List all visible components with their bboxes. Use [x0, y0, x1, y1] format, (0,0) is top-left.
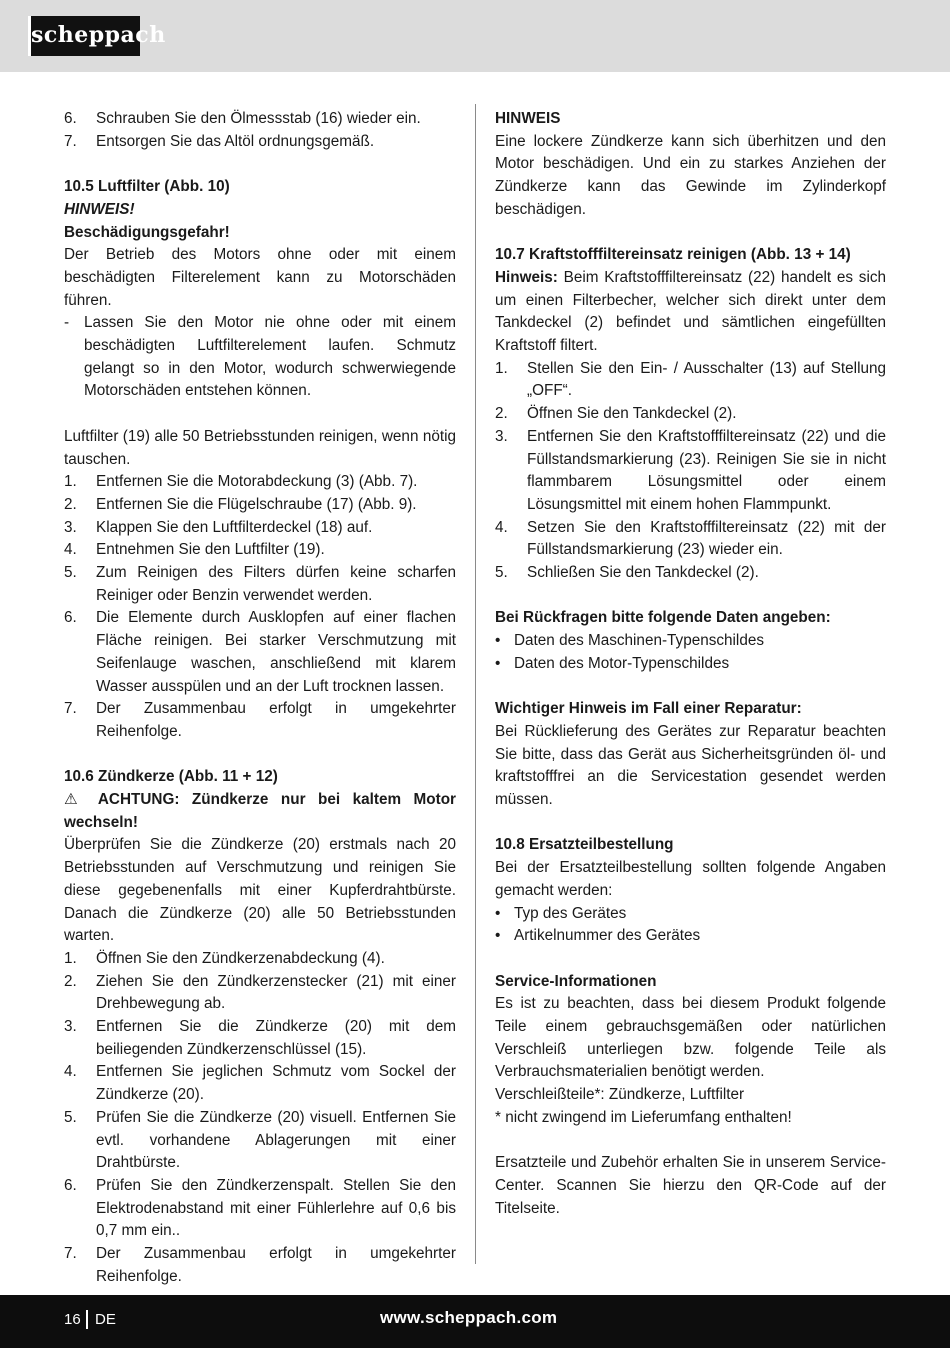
- column-divider: [475, 104, 476, 1264]
- section-heading-ersatzteilbestellung: 10.8 Ersatzteilbestellung: [495, 836, 674, 854]
- notice-heading: HINWEIS: [495, 110, 561, 127]
- list-number: 5.: [64, 1108, 77, 1126]
- list-number: 7.: [64, 132, 77, 150]
- list-text: Entfernen Sie jeglichen Schmutz vom Sockel der Zündkerze (20).: [96, 1063, 456, 1104]
- list-number: 4.: [64, 541, 77, 559]
- list-item: [64, 948, 456, 971]
- list-item: [64, 471, 456, 494]
- wear-parts: Verschleißteile*: Zündkerze, Luftfilter: [495, 1086, 745, 1104]
- list-item: [64, 1243, 456, 1288]
- section-heading-kraftstofffilter: 10.7 Kraftstofffiltereinsatz reinigen (Abb. 13 + 14): [495, 246, 851, 264]
- list-text: Typ des Gerätes: [514, 904, 627, 922]
- list-item: [64, 698, 456, 743]
- bullet: •: [495, 654, 501, 672]
- list-item: [64, 607, 456, 698]
- list-number: 2.: [495, 405, 508, 423]
- paragraph: Überprüfen Sie die Zündkerze (20) erstmals nach 20 Betriebsstunden auf Verschmutzung und reinigen Sie diese gegebenenfalls mit einer Kupferdrahtbürste. Danach die Zündkerze (20) alle 50 Betriebsstunden warten.: [64, 836, 456, 945]
- scheppach-logo: scheppach: [28, 16, 140, 56]
- list-item: [64, 494, 456, 517]
- warning-triangle-icon: ⚠: [64, 791, 86, 809]
- list-text: Artikelnummer des Gerätes: [514, 927, 701, 945]
- list-text: Prüfen Sie die Zündkerze (20) visuell. Entfernen Sie evtl. vorhandene Ablagerungen mit einer Drahtbürste.: [96, 1108, 456, 1172]
- list-item: [64, 971, 456, 1016]
- list-dash: -: [64, 314, 70, 332]
- warning-line: [64, 789, 456, 834]
- paragraph: Der Betrieb des Motors ohne oder mit einem beschädigten Filterelement kann zu Motorschäden führen.: [64, 246, 456, 309]
- page-number: 16: [64, 1311, 81, 1328]
- paragraph: Es ist zu beachten, dass bei diesem Produkt folgende Teile einem gebrauchsgemäßen oder natürlichen Verschleiß unterliegen bzw. folgende Teile als Verbrauchsmaterialien benötigt werden.: [495, 995, 886, 1081]
- list-text: Entfernen Sie die Motorabdeckung (3) (Abb. 7).: [96, 473, 418, 491]
- list-text: Schrauben Sie den Ölmessstab (16) wieder ein.: [96, 110, 421, 127]
- list-number: 2.: [64, 972, 77, 990]
- list-item: [64, 108, 456, 131]
- paragraph: Ersatzteile und Zubehör erhalten Sie in unserem Service-Center. Scannen Sie hierzu den QR-Code auf der Titelseite.: [495, 1154, 886, 1217]
- list-item: [64, 562, 456, 607]
- list-text: Öffnen Sie den Zündkerzenabdeckung (4).: [96, 949, 385, 967]
- list-text: Entnehmen Sie den Luftfilter (19).: [96, 541, 325, 559]
- bullet: •: [495, 904, 501, 922]
- list-item: [64, 539, 456, 562]
- list-text: Der Zusammenbau erfolgt in umgekehrter Reihenfolge.: [96, 700, 456, 740]
- list-number: 3.: [64, 1018, 77, 1036]
- paragraph: Eine lockere Zündkerze kann sich überhitzen und den Motor beschädigen. Und ein zu starkes Anziehen der Zündkerze kann das Gewinde im Zylinderkopf beschädigen.: [495, 132, 886, 218]
- list-item: [495, 925, 886, 948]
- warning-text: ACHTUNG: Zündkerze nur bei kaltem Motor wechseln!: [64, 791, 457, 831]
- list-item: [64, 1107, 456, 1175]
- list-number: 3.: [495, 427, 508, 445]
- page-header: [0, 0, 950, 72]
- list-number: 6.: [64, 609, 77, 627]
- list-number: 5.: [495, 564, 508, 582]
- list-text: Entfernen Sie die Zündkerze (20) mit dem beiliegenden Zündkerzenschlüssel (15).: [96, 1018, 456, 1058]
- paragraph: [495, 267, 886, 358]
- footnote: * nicht zwingend im Lieferumfang enthalten!: [495, 1108, 792, 1126]
- section-heading-service: Service-Informationen: [495, 972, 657, 990]
- list-item: [64, 517, 456, 540]
- list-number: 1.: [495, 359, 508, 377]
- bullet: •: [495, 927, 501, 945]
- paragraph: Bei der Ersatzteilbestellung sollten folgende Angaben gemacht werden:: [495, 859, 886, 899]
- list-number: 1.: [64, 949, 77, 967]
- bullet: •: [495, 632, 501, 650]
- list-item: [64, 1175, 456, 1243]
- list-text: Entsorgen Sie das Altöl ordnungsgemäß.: [96, 132, 375, 150]
- list-text: Schließen Sie den Tankdeckel (2).: [527, 564, 759, 582]
- right-column: [495, 108, 886, 1220]
- list-text: Entfernen Sie die Flügelschraube (17) (Abb. 9).: [96, 495, 417, 513]
- list-text: Zum Reinigen des Filters dürfen keine scharfen Reiniger oder Benzin verwendet werden.: [96, 564, 456, 604]
- list-text: Setzen Sie den Kraftstofffiltereinsatz (22) mit der Füllstandsmarkierung (23) wieder ein.: [527, 518, 886, 559]
- list-text: Ziehen Sie den Zündkerzenstecker (21) mit einer Drehbewegung ab.: [96, 972, 456, 1013]
- list-item: [495, 358, 886, 403]
- list-item: [495, 517, 886, 562]
- list-number: 6.: [64, 110, 77, 127]
- list-item: [495, 630, 886, 653]
- list-number: 4.: [64, 1063, 77, 1081]
- website-link[interactable]: www.scheppach.com: [380, 1308, 558, 1327]
- notice-label: HINWEIS!: [64, 200, 135, 218]
- list-text: Daten des Motor-Typenschildes: [514, 654, 730, 672]
- list-item: [64, 131, 456, 154]
- section-heading-luftfilter: 10.5 Luftfilter (Abb. 10): [64, 178, 230, 196]
- list-item: [495, 403, 886, 426]
- list-number: 6.: [64, 1177, 77, 1194]
- list-item: [495, 903, 886, 926]
- section-heading-rueckfragen: Bei Rückfragen bitte folgende Daten angeben:: [495, 609, 831, 627]
- list-number: 7.: [64, 1245, 77, 1263]
- list-text: Lassen Sie den Motor nie ohne oder mit einem beschädigten Luftfilterelement laufen. Schmutz gelangt so in den Motor, wodurch schwerwiegende Motorschäden entstehen können.: [84, 314, 456, 400]
- language-code: DE: [95, 1311, 116, 1328]
- list-item: [64, 1016, 456, 1061]
- section-heading-zuendkerze: 10.6 Zündkerze (Abb. 11 + 12): [64, 768, 278, 786]
- list-text: Entfernen Sie den Kraftstofffiltereinsatz (22) und die Füllstandsmarkierung (23). Reinigen Sie sie in nicht flammbarem Lösungsmittel oder einem Lösungsmittel mit einem hohen Flammpunkt.: [527, 427, 886, 513]
- danger-label: Beschädigungsgefahr!: [64, 223, 230, 241]
- paragraph: Bei Rücklieferung des Gerätes zur Reparatur beachten Sie bitte, dass das Gerät aus Sicherheitsgründen öl- und kraftstofffrei an die Servicestation gesendet werden müssen.: [495, 722, 886, 809]
- list-item: [64, 312, 456, 403]
- list-number: 5.: [64, 564, 77, 582]
- footer-separator: [86, 1310, 88, 1329]
- page-footer: [0, 1295, 950, 1348]
- section-heading-reparatur: Wichtiger Hinweis im Fall einer Reparatur:: [495, 700, 802, 718]
- list-text: Die Elemente durch Ausklopfen auf einer flachen Fläche reinigen. Bei starker Verschmutzung mit Seifenlauge waschen, anschließend mit klarem Wasser ausspülen und an der Luft trocknen lassen.: [96, 609, 456, 695]
- paragraph: Luftfilter (19) alle 50 Betriebsstunden reinigen, wenn nötig tauschen.: [64, 427, 456, 468]
- list-text: Prüfen Sie den Zündkerzenspalt. Stellen Sie den Elektrodenabstand mit einer Fühlerlehre auf 0,6 bis 0,7 mm ein..: [96, 1177, 456, 1240]
- list-text: Der Zusammenbau erfolgt in umgekehrter Reihenfolge.: [96, 1245, 456, 1285]
- list-text: Klappen Sie den Luftfilterdeckel (18) auf.: [96, 518, 373, 536]
- left-column: [64, 108, 456, 1289]
- list-text: Öffnen Sie den Tankdeckel (2).: [527, 405, 737, 423]
- list-text: Stellen Sie den Ein- / Ausschalter (13) auf Stellung „OFF“.: [527, 359, 886, 400]
- list-number: 2.: [64, 495, 77, 513]
- notice-label: Hinweis:: [495, 268, 558, 286]
- list-text: Daten des Maschinen-Typenschildes: [514, 632, 764, 650]
- list-number: 4.: [495, 518, 508, 536]
- list-item: [495, 562, 886, 585]
- list-number: 7.: [64, 700, 77, 718]
- list-number: 3.: [64, 518, 77, 536]
- paragraph-text: Beim Kraftstofffiltereinsatz (22) handelt es sich um einen Filterbecher, welcher sich direkt unter dem Tankdeckel (2) befindet und sämtlichen eingefüllten Kraftstoff filtert.: [495, 268, 887, 355]
- list-item: [495, 653, 886, 676]
- list-item: [495, 426, 886, 517]
- list-item: [64, 1061, 456, 1106]
- list-number: 1.: [64, 473, 77, 491]
